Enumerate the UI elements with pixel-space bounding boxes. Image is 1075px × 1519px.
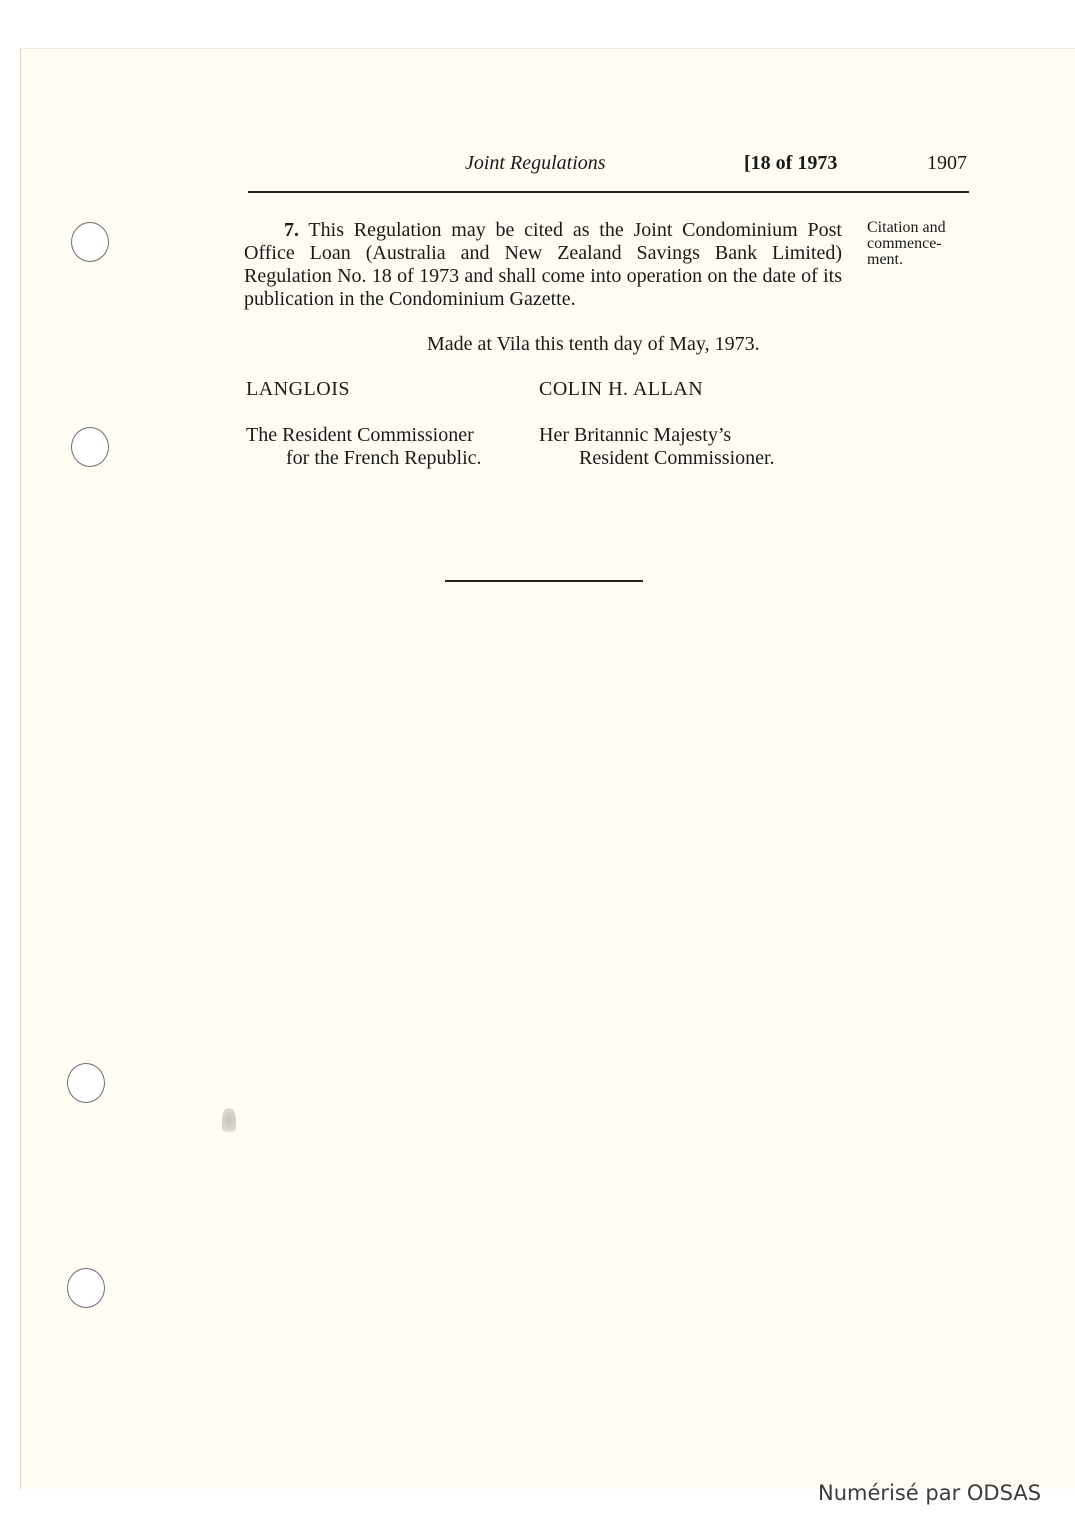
running-title: Joint Regulations xyxy=(465,152,606,174)
regulation-reference: [18 of 1973 xyxy=(744,152,838,174)
section-paragraph xyxy=(244,219,842,311)
signatory-name-french: LANGLOIS xyxy=(246,378,350,400)
marginal-note: Citation and commence-ment. xyxy=(867,219,946,268)
digitization-stamp: Numérisé par ODSAS xyxy=(818,1481,1042,1505)
scan-blemish xyxy=(222,1108,236,1138)
page-number: 1907 xyxy=(927,152,967,174)
signatory-title-line: Her Britannic Majesty’s xyxy=(539,424,732,446)
punch-hole-2 xyxy=(71,427,109,467)
made-at-line: Made at Vila this tenth day of May, 1973. xyxy=(427,333,760,355)
section-number: 7. xyxy=(284,219,299,241)
punch-hole-4 xyxy=(67,1268,105,1308)
header-rule xyxy=(248,191,969,193)
signatory-title-line: The Resident Commissioner xyxy=(246,424,474,446)
signatory-title-french xyxy=(246,424,482,470)
punch-hole-3 xyxy=(67,1063,105,1103)
signatory-title-line: for the French Republic. xyxy=(286,447,482,469)
signatory-title-british xyxy=(539,424,775,470)
signatory-name-british: COLIN H. ALLAN xyxy=(539,378,704,400)
punch-hole-1 xyxy=(71,222,109,262)
end-rule xyxy=(445,580,643,582)
signatory-title-line: Resident Commissioner. xyxy=(579,447,775,469)
section-body: This Regulation may be cited as the Joint Condominium Post Office Loan (Australia and New Zealand Savings Bank Limited) Regulation No. 18 of 1973 and shall come into operation on the date of its publication in the Condominium Gazette. xyxy=(244,219,842,310)
